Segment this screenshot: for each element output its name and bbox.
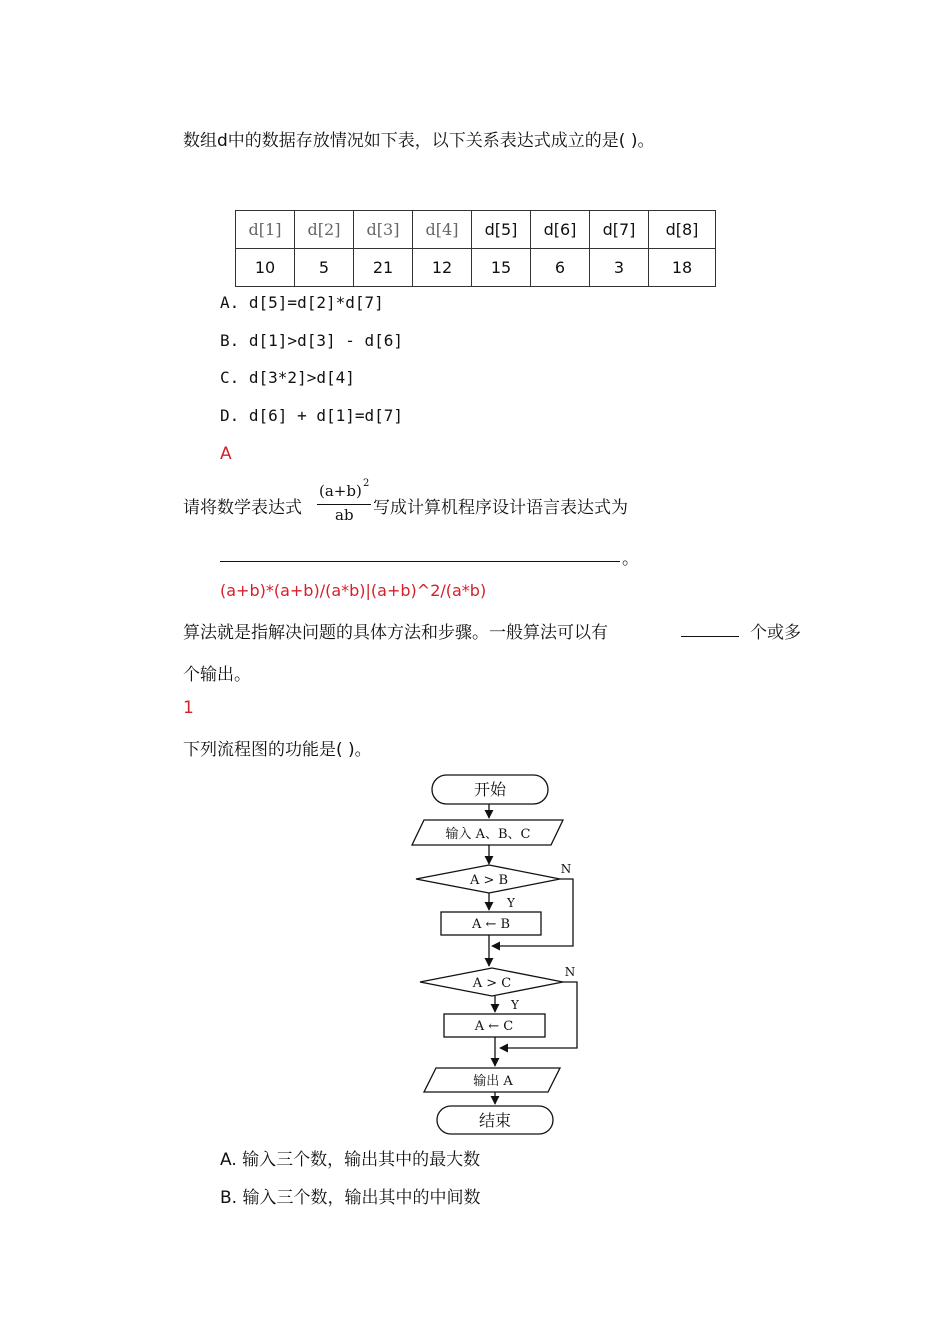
question-1-prompt: 数组d中的数据存放情况如下表，以下关系表达式成立的是( )。: [183, 131, 655, 151]
fraction-numerator: (a+b): [319, 482, 362, 500]
table-value-cell: 18: [649, 249, 716, 287]
question-2-prompt-end: 写成计算机程序设计语言表达式为: [373, 498, 628, 518]
table-header-cell: d[4]: [413, 211, 472, 249]
assign-1-label: A ← B: [471, 917, 511, 932]
start-label: 开始: [473, 780, 507, 799]
question-3-line2: 个输出。: [183, 665, 251, 685]
no-label-1: N: [560, 862, 572, 876]
question-4-prompt: 下列流程图的功能是( )。: [183, 740, 372, 760]
fraction-exponent: 2: [363, 478, 370, 489]
output-label: 输出 A: [473, 1074, 513, 1089]
table-header-cell: d[1]: [236, 211, 295, 249]
fraction-denominator: ab: [335, 506, 354, 524]
table-value-cell: 15: [472, 249, 531, 287]
table-header-cell: d[7]: [590, 211, 649, 249]
question-3-line1-end: 个或多: [750, 623, 801, 643]
option-b: B. d[1]>d[3] - d[6]: [220, 331, 404, 350]
decision-1-label: A > B: [469, 873, 509, 888]
end-label: 结束: [478, 1111, 512, 1130]
option-a: A. 输入三个数，输出其中的最大数: [220, 1150, 481, 1170]
decision-2-label: A > C: [472, 976, 512, 991]
no-label-2: N: [564, 965, 576, 979]
yes-label-1: Y: [507, 896, 515, 910]
table-header-cell: d[8]: [649, 211, 716, 249]
question-3-line1: 算法就是指解决问题的具体方法和步骤。一般算法可以有: [183, 623, 608, 643]
table-header-cell: d[3]: [354, 211, 413, 249]
option-a: A. d[5]=d[2]*d[7]: [220, 293, 384, 312]
question-1-answer: A: [220, 444, 232, 464]
table-value-cell: 5: [295, 249, 354, 287]
question-3-answer: 1: [183, 698, 194, 718]
assign-2-label: A ← C: [474, 1019, 514, 1034]
table-value-cell: 21: [354, 249, 413, 287]
table-value-cell: 10: [236, 249, 295, 287]
blank-period: 。: [622, 549, 639, 569]
option-c: C. d[3*2]>d[4]: [220, 368, 355, 387]
option-b: B. 输入三个数，输出其中的中间数: [220, 1188, 481, 1208]
yes-label-2: Y: [511, 998, 519, 1012]
input-label: 输入 A、B、C: [445, 827, 531, 842]
table-header-cell: d[5]: [472, 211, 531, 249]
table-value-cell: 6: [531, 249, 590, 287]
table-header-cell: d[2]: [295, 211, 354, 249]
table-value-cell: 12: [413, 249, 472, 287]
question-2-prompt-start: 请将数学表达式: [183, 498, 302, 518]
option-d: D. d[6] + d[1]=d[7]: [220, 406, 404, 425]
table-header-cell: d[6]: [531, 211, 590, 249]
question-2-answer: (a+b)*(a+b)/(a*b)|(a+b)^2/(a*b): [220, 581, 487, 600]
table-value-cell: 3: [590, 249, 649, 287]
